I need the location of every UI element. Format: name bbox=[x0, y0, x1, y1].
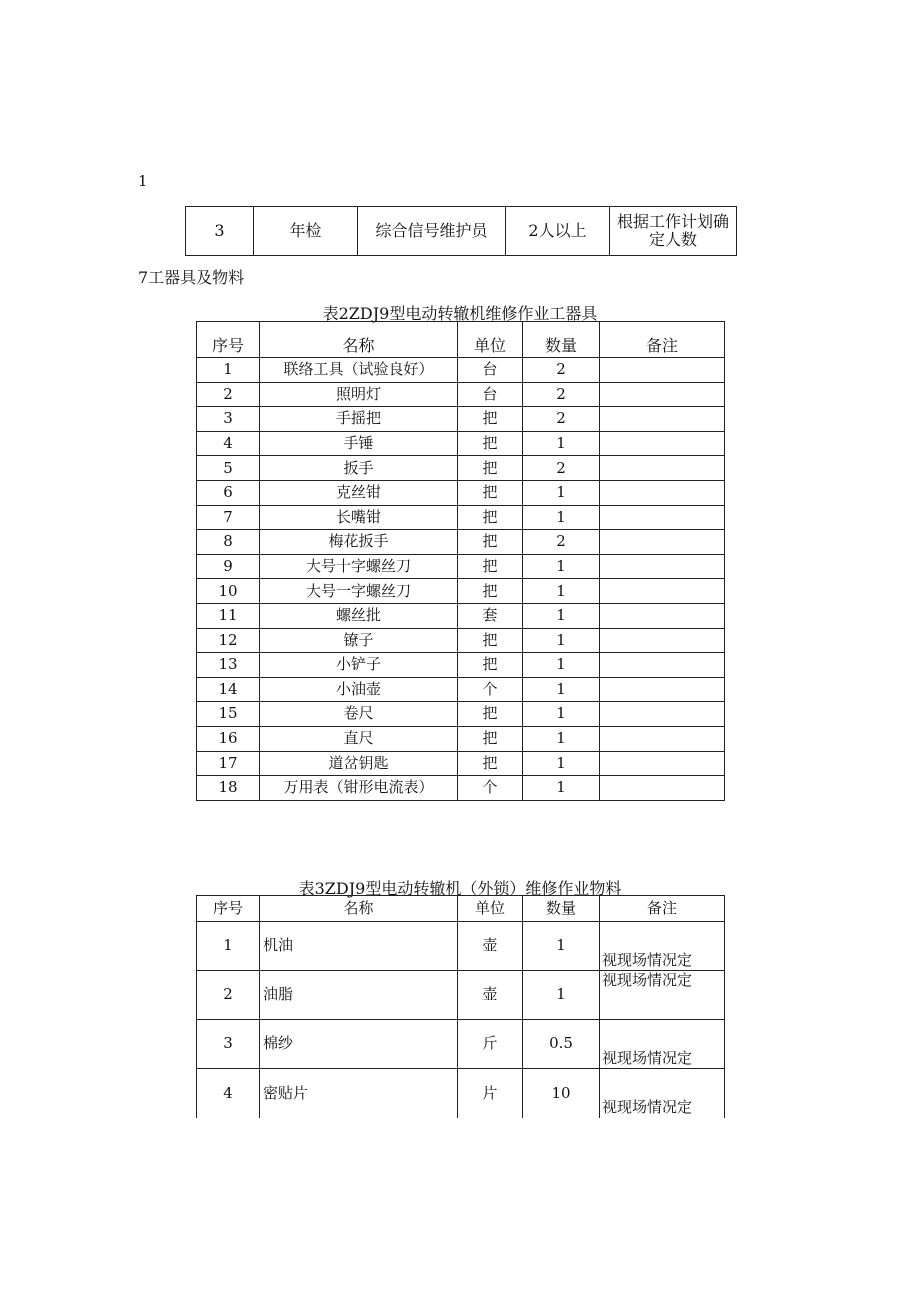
table-cell: 3 bbox=[186, 207, 254, 256]
table-cell: 14 bbox=[197, 677, 260, 702]
table-cell: 0.5 bbox=[523, 1020, 600, 1069]
table-cell: 片 bbox=[458, 1069, 523, 1118]
header-cell: 数量 bbox=[523, 322, 600, 358]
table-cell: 1 bbox=[523, 480, 600, 505]
table-cell: 把 bbox=[458, 431, 523, 456]
table-cell: 16 bbox=[197, 726, 260, 751]
table-cell: 4 bbox=[197, 1069, 260, 1118]
table-cell: 18 bbox=[197, 776, 260, 801]
table-cell: 2 bbox=[523, 382, 600, 407]
table-cell bbox=[600, 431, 725, 456]
section-title: 7工器具及物料 bbox=[138, 268, 245, 287]
table-cell: 直尺 bbox=[260, 726, 458, 751]
staffing-table bbox=[185, 206, 737, 256]
table-cell: 视现场情况定 bbox=[600, 1020, 725, 1069]
table-cell: 把 bbox=[458, 628, 523, 653]
table-cell: 1 bbox=[523, 776, 600, 801]
table-cell: 手锤 bbox=[260, 431, 458, 456]
table-row bbox=[197, 505, 725, 530]
table-row bbox=[197, 407, 725, 432]
table-cell: 5 bbox=[197, 456, 260, 481]
table-row bbox=[197, 579, 725, 604]
table-cell: 2 bbox=[197, 971, 260, 1020]
table-cell: 万用表（钳形电流表） bbox=[260, 776, 458, 801]
table-cell bbox=[600, 653, 725, 678]
header-cell: 备注 bbox=[600, 896, 725, 922]
table-cell: 综合信号维护员 bbox=[358, 207, 506, 256]
table-row bbox=[197, 456, 725, 481]
table-cell: 17 bbox=[197, 751, 260, 776]
table-row bbox=[197, 431, 725, 456]
table-row bbox=[197, 677, 725, 702]
table-cell: 视现场情况定 bbox=[600, 971, 725, 1020]
table-cell bbox=[600, 407, 725, 432]
table-cell bbox=[600, 702, 725, 727]
table-cell: 套 bbox=[458, 603, 523, 628]
table-cell: 把 bbox=[458, 530, 523, 555]
table-row bbox=[197, 628, 725, 653]
table-row bbox=[197, 751, 725, 776]
table-cell: 个 bbox=[458, 677, 523, 702]
table-row bbox=[197, 971, 725, 1020]
table-cell: 照明灯 bbox=[260, 382, 458, 407]
table-cell bbox=[600, 776, 725, 801]
table-cell: 把 bbox=[458, 726, 523, 751]
table-cell: 1 bbox=[523, 726, 600, 751]
table-cell: 克丝钳 bbox=[260, 480, 458, 505]
table-cell: 3 bbox=[197, 1020, 260, 1069]
table-cell: 棉纱 bbox=[260, 1020, 458, 1069]
table-cell bbox=[600, 603, 725, 628]
table-cell bbox=[600, 530, 725, 555]
table-row bbox=[197, 726, 725, 751]
table-cell: 1 bbox=[523, 653, 600, 678]
table-cell: 10 bbox=[197, 579, 260, 604]
table-cell bbox=[600, 751, 725, 776]
table-cell: 联络工具（试验良好） bbox=[260, 358, 458, 383]
table-cell: 年检 bbox=[254, 207, 358, 256]
tools-table-caption: 表2ZDJ9型电动转辙机维修作业工器具 bbox=[322, 304, 598, 323]
table-cell: 1 bbox=[523, 603, 600, 628]
table-cell: 6 bbox=[197, 480, 260, 505]
table-cell: 壶 bbox=[458, 971, 523, 1020]
header-cell: 序号 bbox=[197, 322, 260, 358]
table-cell: 15 bbox=[197, 702, 260, 727]
table-cell: 大号一字螺丝刀 bbox=[260, 579, 458, 604]
table-cell: 把 bbox=[458, 407, 523, 432]
table-cell bbox=[600, 382, 725, 407]
table-cell bbox=[600, 726, 725, 751]
header-cell: 单位 bbox=[458, 896, 523, 922]
table-row bbox=[197, 1069, 725, 1118]
header-cell: 数量 bbox=[523, 896, 600, 922]
table-cell bbox=[600, 579, 725, 604]
table-cell: 小铲子 bbox=[260, 653, 458, 678]
table-cell: 密贴片 bbox=[260, 1069, 458, 1118]
table-cell: 台 bbox=[458, 358, 523, 383]
table-cell: 根据工作计划确定人数 bbox=[610, 207, 737, 256]
table-cell bbox=[600, 677, 725, 702]
table-row bbox=[197, 554, 725, 579]
table-row bbox=[197, 776, 725, 801]
table-cell bbox=[600, 456, 725, 481]
table-header-row bbox=[197, 322, 725, 358]
tools-table bbox=[196, 321, 725, 801]
table-cell: 1 bbox=[523, 971, 600, 1020]
table-cell: 把 bbox=[458, 751, 523, 776]
table-cell: 把 bbox=[458, 505, 523, 530]
page-number: 1 bbox=[138, 172, 148, 190]
table-row bbox=[197, 653, 725, 678]
table-cell: 10 bbox=[523, 1069, 600, 1118]
table-row bbox=[197, 530, 725, 555]
table-cell bbox=[600, 505, 725, 530]
table-row bbox=[197, 922, 725, 971]
table-cell: 壶 bbox=[458, 922, 523, 971]
table-cell: 1 bbox=[523, 702, 600, 727]
table-cell: 镣子 bbox=[260, 628, 458, 653]
table-cell: 把 bbox=[458, 653, 523, 678]
table-cell: 大号十字螺丝刀 bbox=[260, 554, 458, 579]
table-cell: 1 bbox=[523, 628, 600, 653]
table-cell: 个 bbox=[458, 776, 523, 801]
table-cell: 视现场情况定 bbox=[600, 922, 725, 971]
table-row bbox=[186, 207, 737, 256]
table-cell bbox=[600, 554, 725, 579]
table-cell: 12 bbox=[197, 628, 260, 653]
table-cell: 7 bbox=[197, 505, 260, 530]
table-row bbox=[197, 382, 725, 407]
table-cell: 1 bbox=[523, 922, 600, 971]
table-cell: 把 bbox=[458, 480, 523, 505]
table-cell: 13 bbox=[197, 653, 260, 678]
table-cell: 1 bbox=[523, 677, 600, 702]
table-row bbox=[197, 603, 725, 628]
table-cell: 1 bbox=[523, 554, 600, 579]
table-cell: 把 bbox=[458, 702, 523, 727]
table-cell: 手摇把 bbox=[260, 407, 458, 432]
table-cell: 1 bbox=[523, 505, 600, 530]
header-cell: 序号 bbox=[197, 896, 260, 922]
header-cell: 单位 bbox=[458, 322, 523, 358]
table-cell: 梅花扳手 bbox=[260, 530, 458, 555]
table-cell: 卷尺 bbox=[260, 702, 458, 727]
header-cell: 名称 bbox=[260, 322, 458, 358]
table-cell: 道岔钥匙 bbox=[260, 751, 458, 776]
table-cell: 11 bbox=[197, 603, 260, 628]
table-cell: 1 bbox=[523, 431, 600, 456]
materials-table-caption: 表3ZDJ9型电动转辙机（外锁）维修作业物料 bbox=[298, 879, 622, 898]
table-row bbox=[197, 480, 725, 505]
header-cell: 名称 bbox=[260, 896, 458, 922]
table-cell: 把 bbox=[458, 554, 523, 579]
table-cell: 1 bbox=[523, 579, 600, 604]
table-cell: 2人以上 bbox=[506, 207, 610, 256]
table-cell: 9 bbox=[197, 554, 260, 579]
table-cell bbox=[600, 358, 725, 383]
table-cell: 2 bbox=[523, 456, 600, 481]
table-cell: 台 bbox=[458, 382, 523, 407]
table-cell: 4 bbox=[197, 431, 260, 456]
table-cell: 3 bbox=[197, 407, 260, 432]
table-cell: 2 bbox=[523, 358, 600, 383]
table-cell: 2 bbox=[523, 530, 600, 555]
table-cell: 视现场情况定 bbox=[600, 1069, 725, 1118]
table-cell: 把 bbox=[458, 456, 523, 481]
header-cell: 备注 bbox=[600, 322, 725, 358]
table-cell: 把 bbox=[458, 579, 523, 604]
table-cell bbox=[600, 628, 725, 653]
table-row bbox=[197, 358, 725, 383]
table-cell: 螺丝批 bbox=[260, 603, 458, 628]
table-row bbox=[197, 1020, 725, 1069]
table-row bbox=[197, 702, 725, 727]
table-cell: 油脂 bbox=[260, 971, 458, 1020]
table-cell: 斤 bbox=[458, 1020, 523, 1069]
table-cell: 2 bbox=[523, 407, 600, 432]
materials-table bbox=[196, 895, 725, 1118]
table-cell: 8 bbox=[197, 530, 260, 555]
table-cell: 扳手 bbox=[260, 456, 458, 481]
table-header-row bbox=[197, 896, 725, 922]
table-cell bbox=[600, 480, 725, 505]
table-cell: 长嘴钳 bbox=[260, 505, 458, 530]
table-cell: 小油壶 bbox=[260, 677, 458, 702]
table-cell: 1 bbox=[523, 751, 600, 776]
table-cell: 2 bbox=[197, 382, 260, 407]
table-cell: 1 bbox=[197, 358, 260, 383]
table-cell: 机油 bbox=[260, 922, 458, 971]
table-cell: 1 bbox=[197, 922, 260, 971]
